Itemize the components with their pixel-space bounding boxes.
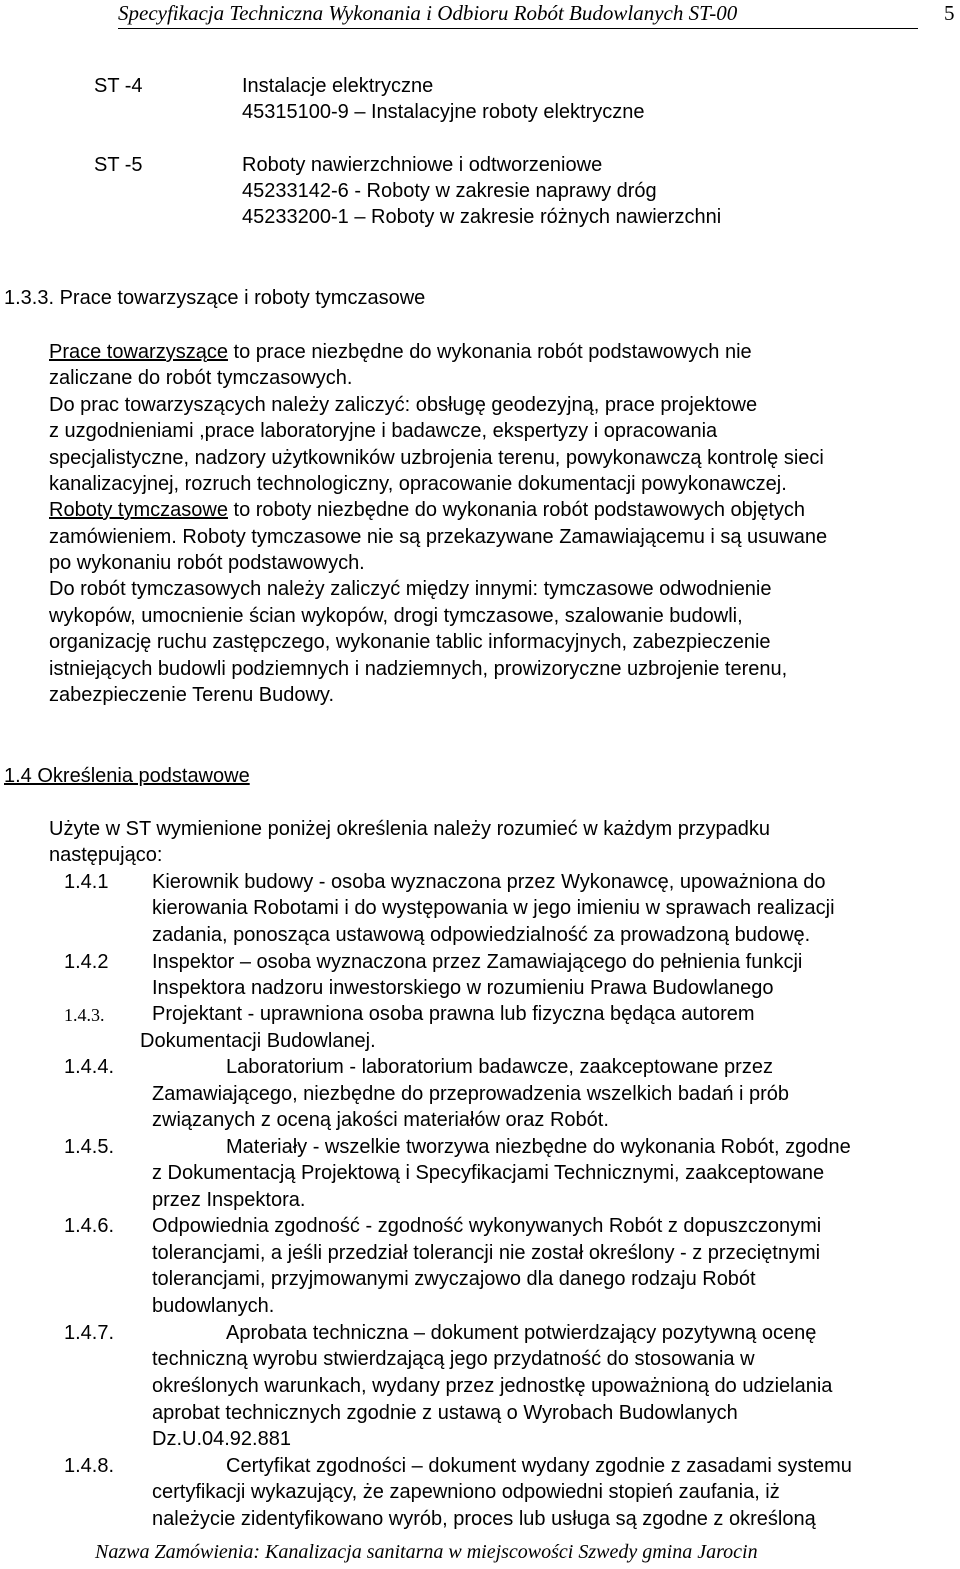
definition-line: z Dokumentacją Projektową i Specyfikacjami Technicznymi, zaakceptowane [152, 1162, 825, 1184]
paragraph-line: wykopów, umocnienie ścian wykopów, drogi tymczasowe, szalowanie budowli, [49, 605, 743, 627]
page-number: 5 [944, 1, 955, 25]
definition-number: 1.4.5. [64, 1136, 115, 1158]
st-line: 45233142-6 - Roboty w zakresie naprawy dróg [242, 180, 657, 202]
definition-number: 1.4.2 [64, 951, 109, 973]
definition-line: certyfikacji wykazujący, że zapewniono odpowiedni stopień zaufania, iż [152, 1481, 780, 1503]
definition-line: tolerancjami, a jeśli przedział tolerancji nie został określony - z przeciętnymi [152, 1242, 821, 1264]
paragraph-line: specjalistyczne, nadzory użytkowników uzbrojenia terenu, powykonawczą kontrolę sieci [49, 447, 824, 469]
definition-line: określonych warunkach, wydany przez jednostkę upoważnioną do udzielania [152, 1375, 833, 1397]
paragraph-line: zabezpieczenie Terenu Budowy. [49, 684, 334, 706]
definition-number: 1.4.7. [64, 1322, 115, 1344]
definition-number: 1.4.1 [64, 871, 109, 893]
st-code: ST -4 [94, 75, 143, 97]
definition-line: techniczną wyrobu stwierdzającą jego przydatność do stosowania w [152, 1348, 755, 1370]
st-code: ST -5 [94, 154, 143, 176]
definition-line: Inspektor – osoba wyznaczona przez Zamawiającego do pełnienia funkcji [152, 951, 803, 973]
definition-line: Dz.U.04.92.881 [152, 1428, 291, 1450]
page-header [0, 0, 960, 32]
st-line: Instalacje elektryczne [242, 75, 434, 97]
document-title: Specyfikacja Techniczna Wykonania i Odbioru Robót Budowlanych ST-00 [118, 1, 738, 25]
definition-line: związanych z oceną jakości materiałów oraz Robót. [152, 1109, 609, 1131]
section-heading: 1.4 Określenia podstawowe [4, 765, 250, 787]
paragraph-line [49, 498, 805, 522]
term-roboty-tymczasowe: Roboty tymczasowe [49, 499, 228, 521]
paragraph-line: następująco: [49, 844, 163, 866]
definition-line: zadania, ponosząca ustawową odpowiedzialność za prowadzoną budowę. [152, 924, 811, 946]
paragraph-line: zaliczane do robót tymczasowych. [49, 367, 353, 389]
definition-number: 1.4.6. [64, 1215, 115, 1237]
definition-line: Odpowiednia zgodność - zgodność wykonywanych Robót z dopuszczonymi [152, 1215, 822, 1237]
paragraph-line: Do robót tymczasowych należy zaliczyć między innymi: tymczasowe odwodnienie [49, 578, 772, 600]
st-line: 45315100-9 – Instalacyjne roboty elektryczne [242, 101, 645, 123]
paragraph-line: Do prac towarzyszących należy zaliczyć: obsługę geodezyjną, prace projektowe [49, 394, 758, 416]
definition-line: przez Inspektora. [152, 1189, 306, 1211]
paragraph-line: po wykonaniu robót podstawowych. [49, 552, 365, 574]
paragraph-line: kanalizacyjnej, rozruch technologiczny, opracowanie dokumentacji powykonawczej. [49, 473, 787, 495]
definition-line: Zamawiającego, niezbędne do przeprowadzenia wszelkich badań i prób [152, 1083, 790, 1105]
page-footer: Nazwa Zamówienia: Kanalizacja sanitarna w miejscowości Szwedy gmina Jarocin [95, 1541, 758, 1563]
paragraph-text: to prace niezbędne do wykonania robót podstawowych nie [227, 341, 752, 363]
definition-line: Aprobata techniczna – dokument potwierdzający pozytywną ocenę [226, 1322, 817, 1344]
definition-line: Projektant - uprawniona osoba prawna lub fizyczna będąca autorem [152, 1003, 755, 1025]
definition-line: aprobat technicznych zgodnie z ustawą o Wyrobach Budowlanych [152, 1402, 738, 1424]
definition-number: 1.4.4. [64, 1056, 115, 1078]
st-line: 45233200-1 – Roboty w zakresie różnych nawierzchni [242, 206, 722, 228]
definition-line: budowlanych. [152, 1295, 275, 1317]
definition-line: Materiały - wszelkie tworzywa niezbędne do wykonania Robót, zgodne [226, 1136, 851, 1158]
paragraph-line: Użyte w ST wymienione poniżej określenia należy rozumieć w każdym przypadku [49, 818, 771, 840]
definition-line: Inspektora nadzoru inwestorskiego w rozumieniu Prawa Budowlanego [152, 977, 774, 999]
definition-line: Laboratorium - laboratorium badawcze, zaakceptowane przez [226, 1056, 773, 1078]
header-rule [118, 28, 918, 29]
paragraph-line: istniejących budowli podziemnych i nadziemnych, prowizoryczne uzbrojenie terenu, [49, 658, 788, 680]
definition-line: należycie zidentyfikowano wyrób, proces lub usługa są zgodne z określoną [152, 1508, 816, 1530]
paragraph-line [49, 340, 752, 364]
definition-number: 1.4.3. [64, 1005, 105, 1025]
definition-line: Dokumentacji Budowlanej. [140, 1030, 376, 1052]
definition-line: tolerancjami, przyjmowanymi zwyczajowo dla danego rodzaju Robót [152, 1268, 756, 1290]
paragraph-line: z uzgodnieniami ,prace laboratoryjne i badawcze, ekspertyzy i opracowania [49, 420, 718, 442]
term-prace-towarzyszace: Prace towarzyszące [49, 341, 228, 363]
definition-line: Kierownik budowy - osoba wyznaczona przez Wykonawcę, upoważniona do [152, 871, 826, 893]
section-heading: 1.3.3. Prace towarzyszące i roboty tymczasowe [4, 287, 426, 309]
paragraph-text: to roboty niezbędne do wykonania robót podstawowych objętych [227, 499, 805, 521]
definition-line: kierowania Robotami i do występowania w jego imieniu w sprawach realizacji [152, 897, 835, 919]
st-line: Roboty nawierzchniowe i odtworzeniowe [242, 154, 603, 176]
paragraph-line: zamówieniem. Roboty tymczasowe nie są przekazywane Zamawiającemu i są usuwane [49, 526, 828, 548]
definition-line: Certyfikat zgodności – dokument wydany zgodnie z zasadami systemu [226, 1455, 852, 1477]
definition-number: 1.4.8. [64, 1455, 115, 1477]
paragraph-line: organizację ruchu zastępczego, wykonanie tablic informacyjnych, zabezpieczenie [49, 631, 771, 653]
